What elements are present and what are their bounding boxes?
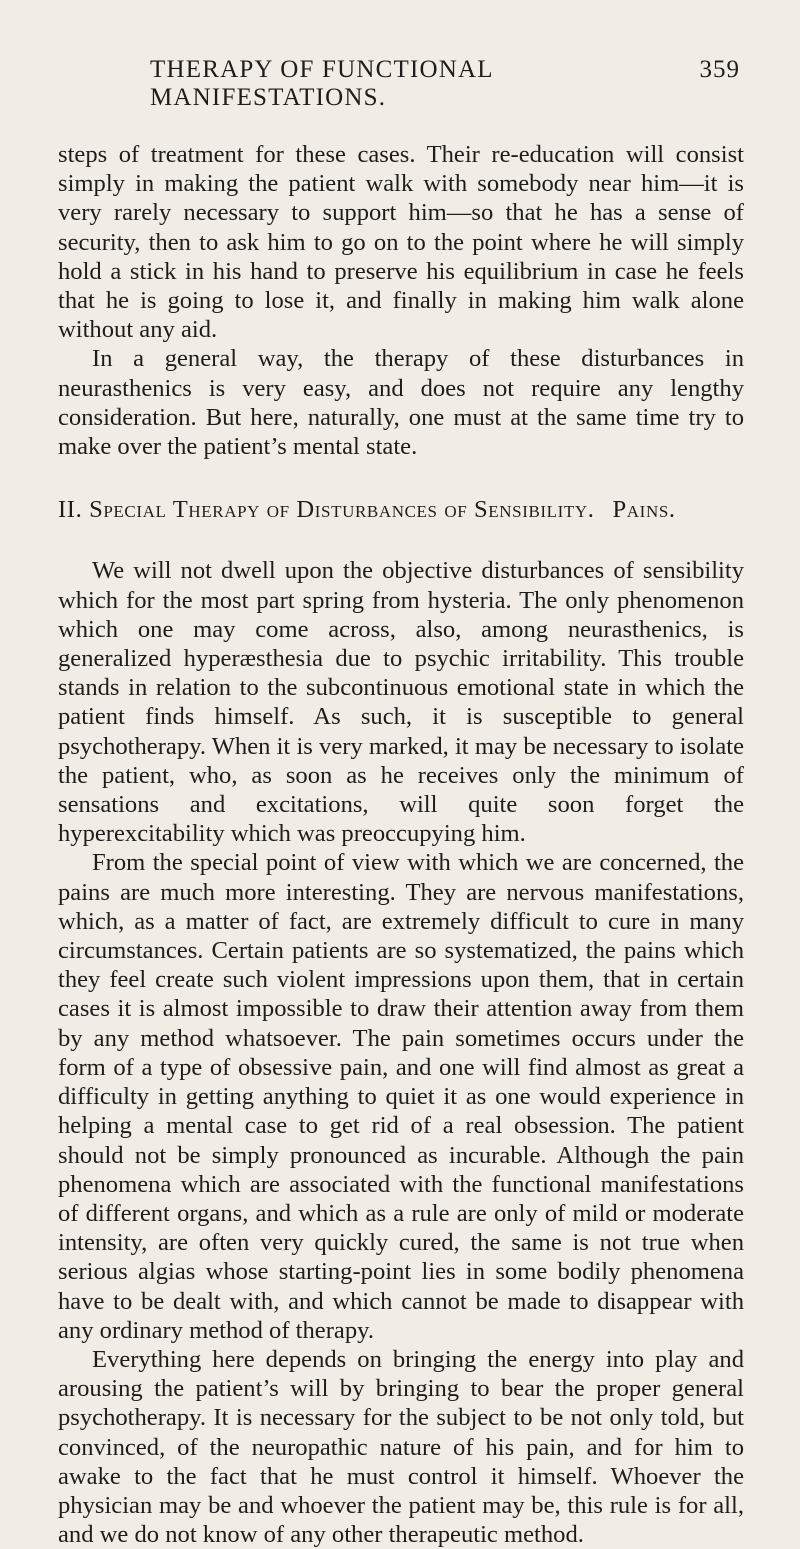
section-subtitle: Pains.	[612, 496, 676, 524]
page-number: 359	[699, 56, 740, 83]
running-title: THERAPY OF FUNCTIONAL MANIFESTATIONS.	[150, 56, 493, 111]
section-title: Special Therapy of Disturbances of Sensibility.	[89, 496, 595, 524]
section-heading	[58, 495, 744, 524]
paragraph-2: In a general way, the therapy of these disturbances in neurasthenics is very easy, and does not require any lengthy consideration. But here, naturally, one must at the same time try to make over the patient’s mental state.	[58, 345, 744, 461]
paragraph-5: Everything here depends on bringing the energy into play and arousing the patient’s will by bringing to bear the proper general psychotherapy. It is necessary for the subject to be not only told, but convinced, of the neuropathic nature of his pain, and for him to awake to the fact that he must control it himself. Whoever the physician may be and whoever the patient may be, this rule is for all, and we do not know of any other therapeutic method.	[58, 1345, 744, 1549]
paragraph-1: steps of treatment for these cases. Their re-education will consist simply in making the patient walk with somebody near him—it is very rarely necessary to support him—so that he has a sense of security, then to ask him to go on to the point where he will simply hold a stick in his hand to preserve his equilibrium in case he feels that he is going to lose it, and finally in making him walk alone without any aid.	[58, 141, 744, 344]
paragraph-4: From the special point of view with which we are concerned, the pains are much more interesting. They are nervous manifestations, which, as a matter of fact, are extremely difficult to cure in many circumstances. Certain patients are so systematized, the pains which they feel create such violent impressions upon them, that in certain cases it is almost impossible to draw their attention away from them by any method whatsoever. The pain sometimes occurs under the form of a type of obsessive pain, and one will find almost as great a difficulty in getting anything to quiet it as one would experience in helping a mental case to get rid of a real obsession. The patient should not be simply pronounced as incurable. Although the pain phenomena which are associated with the functional manifestations of different organs, and which as a rule are only of mild or moderate intensity, are often very quickly cured, the same is not true when serious algias whose starting-point lies in some bodily phenomena have to be dealt with, and which cannot be made to disappear with any ordinary method of therapy.	[58, 849, 744, 1344]
running-head	[58, 56, 744, 112]
paragraph-3: We will not dwell upon the objective disturbances of sensibility which for the most part spring from hysteria. The only phenomenon which one may come across, also, among neurasthenics, is generalized hyperæsthesia due to psychic irritability. This trouble stands in relation to the subcontinuous emotional state in which the patient finds himself. As such, it is susceptible to general psychotherapy. When it is very marked, it may be necessary to isolate the patient, who, as soon as he receives only the minimum of sensations and excitations, will quite soon forget the hyperexcitability which was preoccupying him.	[58, 557, 744, 848]
section-number: II.	[58, 496, 83, 524]
